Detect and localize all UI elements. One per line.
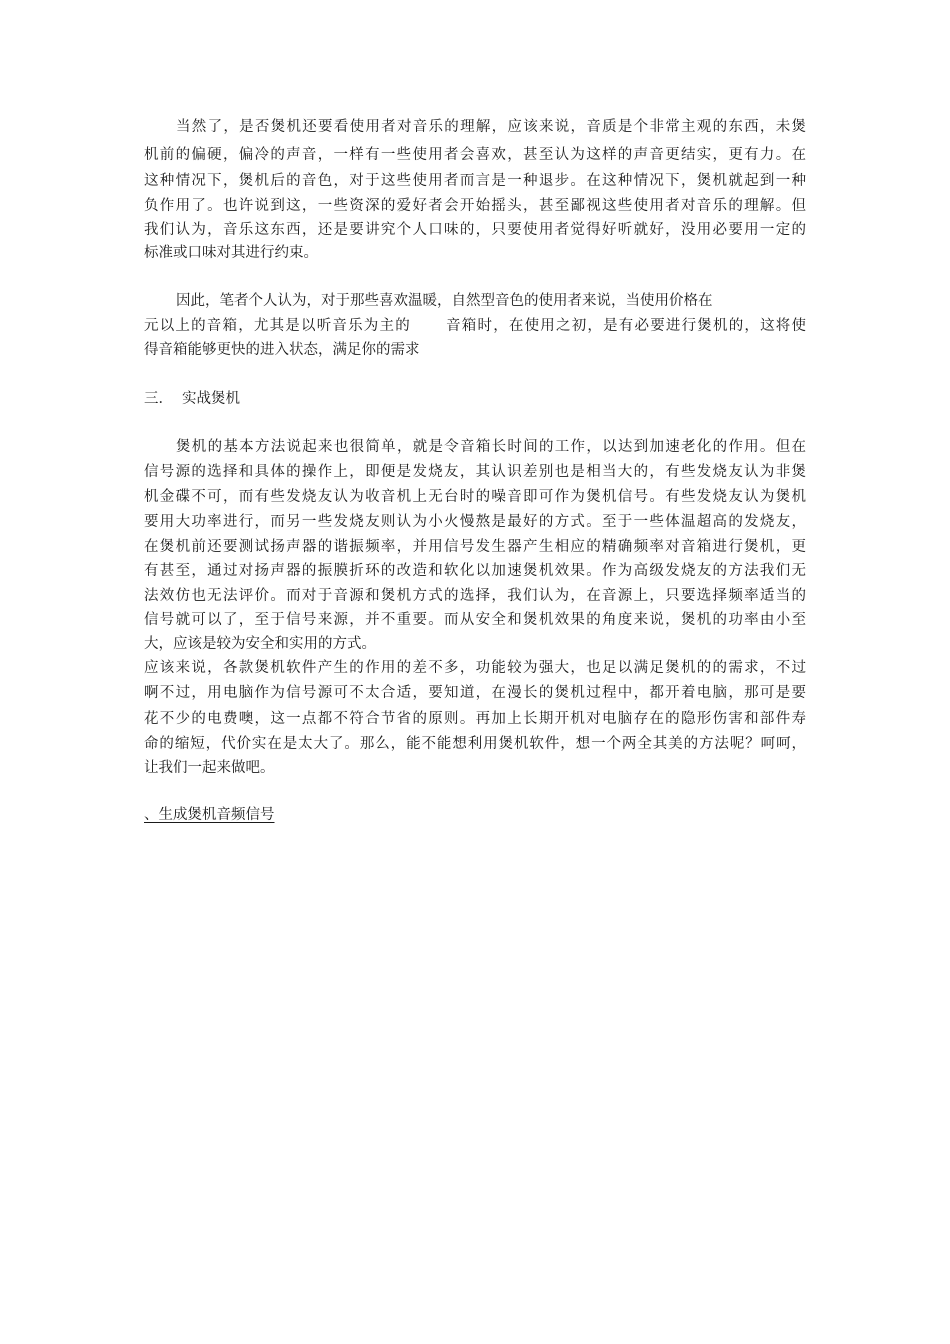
paragraph-1-line-4: 负作用了。也许说到这，一些资深的爱好者会开始摇头，甚至鄙视这些使用者对音乐的理解。但 (144, 198, 806, 214)
paragraph-3-line-7: 法效仿也无法评价。而对于音源和煲机方式的选择，我们认为，在音源上，只要选择频率适当的 (144, 588, 806, 604)
paragraph-4-line-4: 命的缩短，代价实在是太大了。那么，能不能想利用煲机软件，想一个两全其美的方法呢？呵呵， (144, 736, 806, 752)
section-heading (144, 388, 240, 410)
paragraph-3-line-3: 机金碟不可，而有些发烧友认为收音机上无台时的噪音即可作为煲机信号。有些发烧友认为煲机 (144, 489, 806, 505)
paragraph-3-line-9: 大，应该是较为安全和实用的方式。 (144, 636, 376, 652)
paragraph-2-line-1: 因此，笔者个人认为，对于那些喜欢温暖，自然型音色的使用者来说，当使用价格在 (176, 293, 713, 309)
paragraph-2-line-3: 得音箱能够更快的进入状态，满足你的需求 (144, 342, 420, 358)
paragraph-2-line-2-part-1: 元以上的音箱，尤其是以听音乐为主的 (144, 318, 411, 334)
paragraph-2-line-2-part-2: 音箱时，在使用之初，是有必要进行煲机的，这将使 (444, 318, 806, 334)
section-number: 三． (144, 391, 173, 407)
paragraph-1-line-3: 这种情况下，煲机后的音色，对于这些使用者而言是一种退步。在这种情况下，煲机就起到一种 (144, 173, 806, 189)
paragraph-3-line-8: 信号就可以了，至于信号来源，并不重要。而从安全和煲机效果的角度来说，煲机的功率由小至 (144, 612, 806, 628)
paragraph-3-line-1: 煲机的基本方法说起来也很简单，就是令音箱长时间的工作，以达到加速老化的作用。但在 (176, 439, 806, 455)
section-title: 实战煲机 (182, 391, 240, 407)
paragraph-1-line-1: 当然了，是否煲机还要看使用者对音乐的理解，应该来说，音质是个非常主观的东西，未煲 (176, 119, 806, 135)
paragraph-4-line-1: 应该来说，各款煲机软件产生的作用的差不多，功能较为强大，也足以满足煲机的的需求，不过 (144, 660, 806, 676)
paragraph-1-line-2: 机前的偏硬，偏冷的声音，一样有一些使用者会喜欢，甚至认为这样的声音更结实，更有力。在 (144, 147, 806, 163)
paragraph-1-line-6: 标准或口味对其进行约束。 (144, 245, 318, 261)
paragraph-1-line-5: 我们认为，音乐这东西，还是要讲究个人口味的，只要使用者觉得好听就好，没用必要用一定的 (144, 222, 806, 238)
paragraph-4-line-2: 啊不过，用电脑作为信号源可不太合适，要知道，在漫长的煲机过程中，都开着电脑，那可是要 (144, 685, 806, 701)
paragraph-3-line-5: 在煲机前还要测试扬声器的谐振频率，并用信号发生器产生相应的精确频率对音箱进行煲机，更 (144, 539, 806, 555)
subsection-heading: 、生成煲机音频信号 (144, 807, 275, 823)
paragraph-4-line-3: 花不少的电费噢，这一点都不符合节省的原则。再加上长期开机对电脑存在的隐形伤害和部件寿 (144, 711, 806, 727)
paragraph-2-line-2 (144, 315, 806, 337)
paragraph-3-line-4: 要用大功率进行，而另一些发烧友则认为小火慢熬是最好的方式。至于一些体温超高的发烧友， (144, 514, 806, 530)
paragraph-3-line-6: 有甚至，通过对扬声器的振膜折环的改造和软化以加速煲机效果。作为高级发烧友的方法我们无 (144, 563, 806, 579)
paragraph-3-line-2: 信号源的选择和具体的操作上，即便是发烧友，其认识差别也是相当大的，有些发烧友认为非煲 (144, 464, 806, 480)
paragraph-4-line-5: 让我们一起来做吧。 (144, 760, 275, 776)
